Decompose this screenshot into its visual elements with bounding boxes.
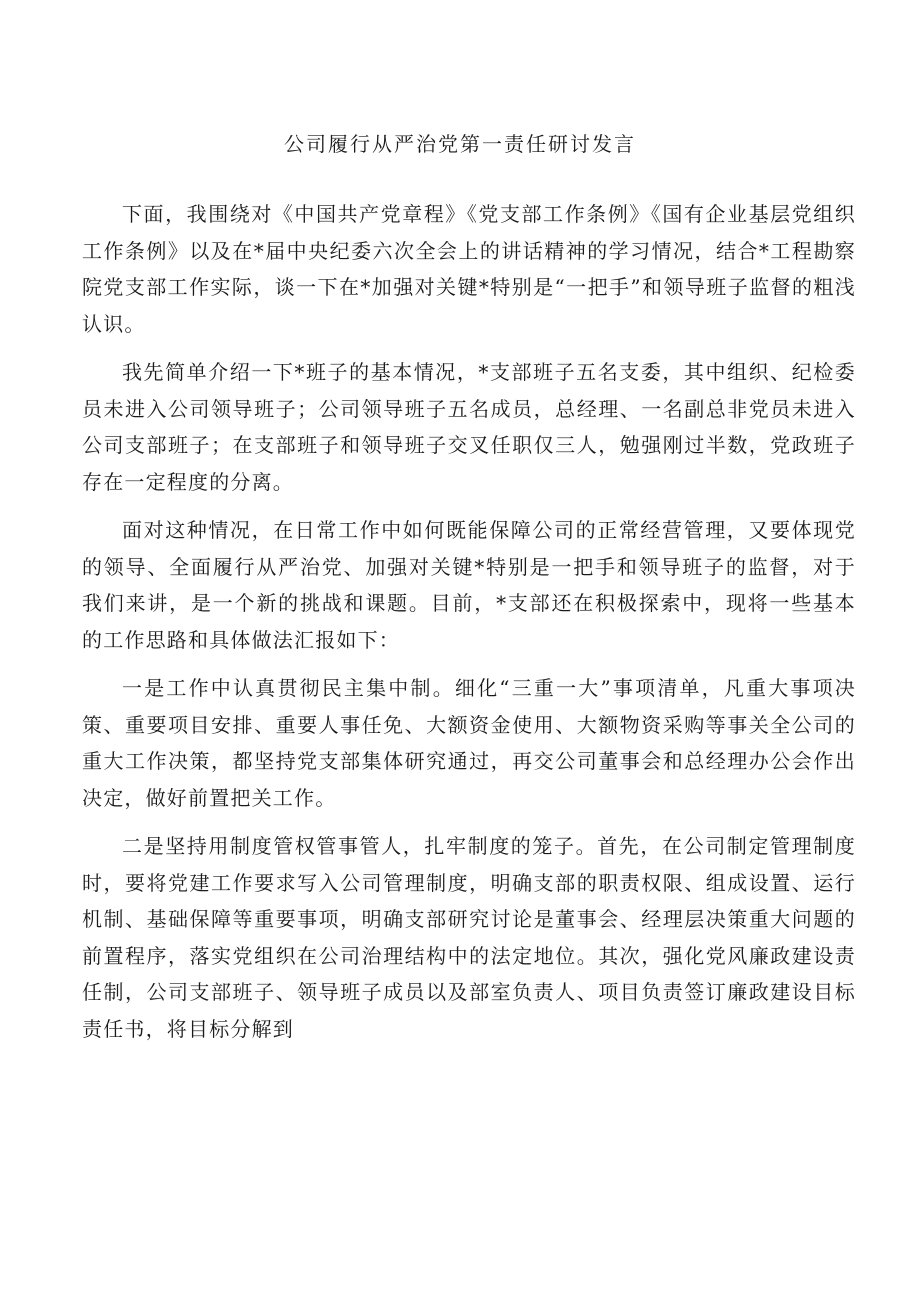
document-body: [82, 196, 856, 1059]
paragraph: 一是工作中认真贯彻民主集中制。细化“三重一大”事项清单，凡重大事项决策、重要项目安排、重要人事任免、大额资金使用、大额物资采购等事关全公司的重大工作决策，都坚持党支部集体研究通过，再交公司董事会和总经理办公会作出决定，做好前置把关工作。: [82, 676, 856, 810]
paragraph: 我先简单介绍一下*班子的基本情况，*支部班子五名支委，其中组织、纪检委员未进入公司领导班子；公司领导班子五名成员，总经理、一名副总非党员未进入公司支部班子；在支部班子和领导班子交叉任职仅三人，勉强刚过半数，党政班子存在一定程度的分离。: [82, 360, 856, 494]
paragraph: 二是坚持用制度管权管事管人，扎牢制度的笼子。首先，在公司制定管理制度时，要将党建工作要求写入公司管理制度，明确支部的职责权限、组成设置、运行机制、基础保障等重要事项，明确支部研究讨论是董事会、经理层决策重大问题的前置程序，落实党组织在公司治理结构中的法定地位。其次，强化党风廉政建设责任制，公司支部班子、领导班子成员以及部室负责人、项目负责签订廉政建设目标责任书，将目标分解到: [82, 834, 856, 1041]
paragraph: 面对这种情况，在日常工作中如何既能保障公司的正常经营管理，又要体现党的领导、全面履行从严治党、加强对关键*特别是一把手和领导班子的监督，对于我们来讲，是一个新的挑战和课题。目前，*支部还在积极探索中，现将一些基本的工作思路和具体做法汇报如下：: [82, 518, 856, 652]
document-title: 公司履行从严治党第一责任研讨发言: [284, 132, 636, 156]
paragraph: 下面，我围绕对《中国共产党章程》《党支部工作条例》《国有企业基层党组织工作条例》以及在*届中央纪委六次全会上的讲话精神的学习情况，结合*工程勘察院党支部工作实际，谈一下在*加强对关键*特别是“一把手”和领导班子监督的粗浅认识。: [82, 202, 856, 336]
